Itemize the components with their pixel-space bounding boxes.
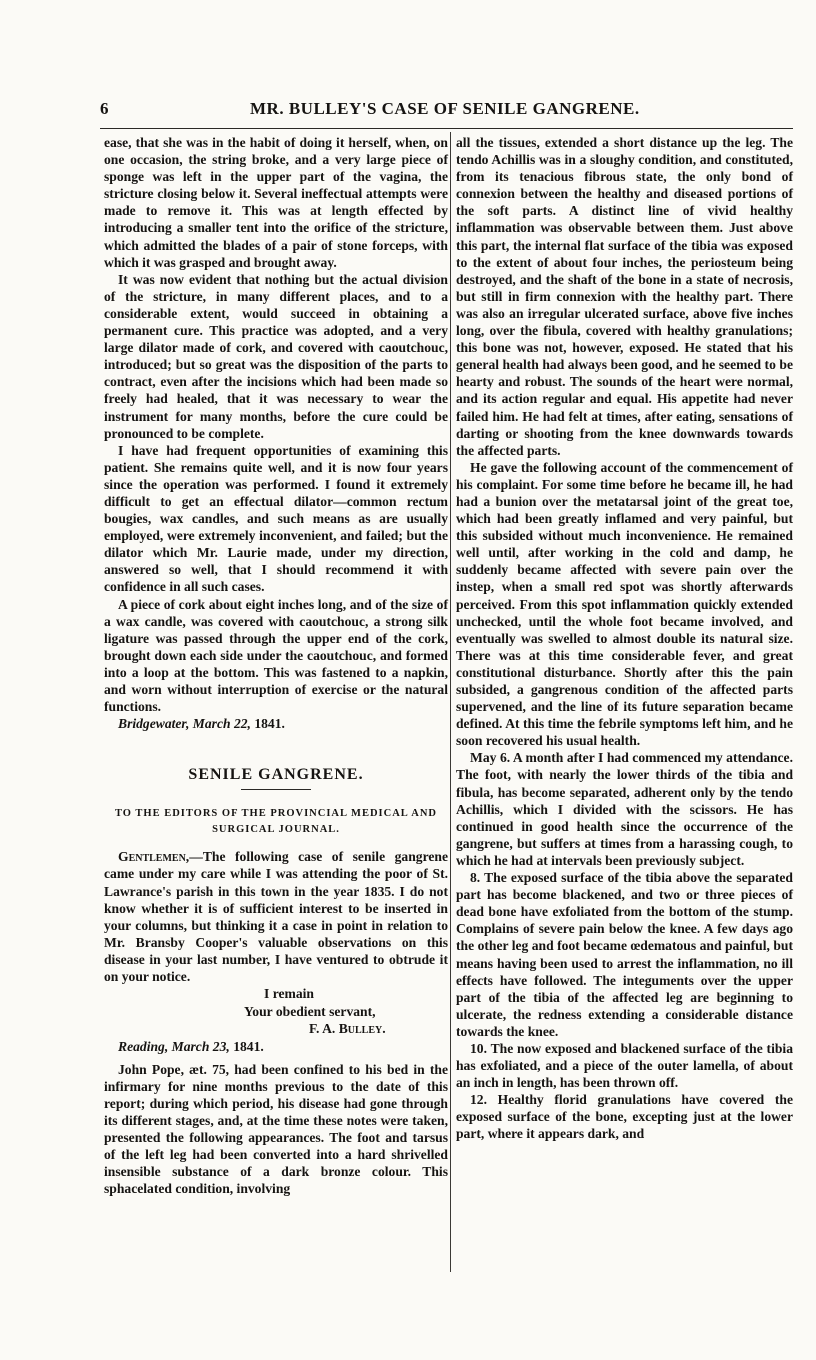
paragraph: John Pope, æt. 75, had been confined to his bed in the infirmary for nine months previous to the date of this report; during which period, his disease had gone through its different stages, and, at the time these notes were taken, presented the following appearances. The foot and tarsus of the left leg had been converted into a hard shrivelled insensible substance of a dark bronze colour. This sphacelated condition, involving — [104, 1061, 448, 1197]
paragraph: A piece of cork about eight inches long, and of the size of a wax candle, was covered with caoutchouc, a strong silk ligature was passed through the upper end of the cork, brought down each side under the caoutchouc, and formed into a loop at the bottom. This was fastened to a napkin, and worn without interruption of exercise or the natural functions. — [104, 596, 448, 715]
dateline-year: 1841. — [229, 1038, 264, 1054]
paragraph: He gave the following account of the commencement of his complaint. For some time before he became ill, he had had a bunion over the metatarsal joint of the great toe, which had been greatly inflamed and very painful, but this subsided without much inconvenience. He remained well until, after working in the cold and damp, he suddenly became affected with severe pain over the instep, when a small red spot was shortly afterwards perceived. From this spot inflammation quickly extended unchecked, until the whole foot became involved, and eventually was swelled to almost double its natural size. There was at this time considerable fever, and great constitutional disturbance. Shortly after this the pain subsided, a gangrenous condition of the affected parts supervened, and the line of its future separation became defined. At this time the febrile symptoms left him, and he soon recovered his usual health. — [456, 459, 793, 749]
paragraph: I have had frequent opportunities of examining this patient. She remains quite well, and it is now four years since the operation was performed. I found it extremely difficult to get an effectual dilator—common rectum bougies, wax candles, and such means as are usually employed, were extremely inconvenient, and failed; but the dilator which Mr. Laurie made, under my direction, answered so well, that I should recommend it with confidence in all such cases. — [104, 442, 448, 595]
paragraph: ease, that she was in the habit of doing it herself, when, on one occasion, the string broke, and a very large piece of sponge was left in the upper part of the vagina, the stricture closing below it. Several ineffectual attempts were made to remove it. This was at length effected by introducing a smaller tent into the orifice of the stricture, which admitted the blades of a pair of stone forceps, with which it was grasped and brought away. — [104, 135, 448, 270]
left-column — [104, 134, 448, 1197]
paragraph: 10. The now exposed and blackened surface of the tibia has exfoliated, and a piece of the outer lamella, of about an inch in length, has been thrown off. — [456, 1040, 793, 1091]
running-header — [100, 96, 790, 126]
letter-body: —The following case of senile gangrene came under my care while I was attending the poor of St. Lawrance's parish in this town in the year 1835. I do not know whether it is of sufficient interest to be inserted in your columns, but thinking it a case in point in relation to Mr. Bransby Cooper's valuable observations on this disease in your last number, I have ventured to obtrude it on your notice. — [104, 849, 448, 985]
signature: F. A. Bulley. — [309, 1021, 386, 1037]
dateline-place: Reading, March 23, — [118, 1038, 230, 1054]
editor-address: TO THE EDITORS OF THE PROVINCIAL MEDICAL AND SURGICAL JOURNAL. — [114, 808, 438, 836]
paragraph: 8. The exposed surface of the tibia above the separated part has become blackened, and two or three pieces of dead bone have exfoliated from the bottom of the stump. Complains of severe pain below the knee. A few days ago the other leg and foot became œdematous and painful, but means having been used to arrest the inflammation, no ill effects have followed. The integuments over the upper part of the tibia of the affected leg are beginning to ulcerate, the redness extending a considerable distance towards the knee. — [456, 870, 793, 1039]
salutation: Gentlemen, — [118, 849, 190, 865]
letter-closing — [104, 985, 448, 1038]
dateline-year: 1841. — [250, 716, 285, 732]
letter-paragraph — [104, 848, 448, 985]
paragraph: all the tissues, extended a short distance up the leg. The tendo Achillis was in a sloughy condition, and constituted, from its tenacious fibrous state, the only bond of connexion between the healthy and diseased portions of the soft parts. A distinct line of vivid healthy inflammation was observable between them. Just above this part, the internal flat surface of the tibia was exposed to the extent of about four inches, the periosteum being destroyed, and the shaft of the bone in a state of necrosis, but still in firm connexion with the healthy part. There was also an irregular ulcerated surface, above five inches long, over the fibula, covered with healthy granulations; this bone was not, however, exposed. He stated that his general health had always been good, and he seemed to be hearty and robust. The sounds of the heart were normal, and its action regular and equal. His appetite had never failed him. He had felt at times, after eating, sensations of darting or shooting from the knee downwards towards the affected parts. — [456, 135, 793, 458]
paragraph: May 6. A month after I had commenced my attendance. The foot, with nearly the lower thirds of the tibia and fibula, has become separated, adherent only by the tendo Achillis, which I divided with the scissors. He has continued in good health since the occurrence of the gangrene, but suffers at times from a harassing cough, to which he had at intervals been previously subject. — [456, 750, 793, 868]
section-title: SENILE GANGRENE. — [188, 766, 364, 784]
dateline — [104, 1038, 448, 1055]
closing-line: Your obedient servant, — [244, 1003, 376, 1019]
column-divider — [450, 132, 451, 1272]
dateline — [104, 715, 448, 732]
dateline-place: Bridgewater, March 22, — [118, 716, 251, 732]
closing-line: I remain — [264, 986, 314, 1002]
header-rule — [100, 128, 793, 129]
running-title: MR. BULLEY'S CASE OF SENILE GANGRENE. — [250, 99, 640, 118]
section-rule — [241, 789, 311, 790]
paragraph: 12. Healthy florid granulations have covered the exposed surface of the bone, excepting just at the lower part, where it appears dark, and — [456, 1092, 793, 1142]
page-number: 6 — [100, 99, 109, 118]
right-column — [456, 134, 793, 1143]
paragraph: It was now evident that nothing but the actual division of the stricture, in many different places, and to a considerable extent, would succeed in obtaining a permanent cure. This practice was adopted, and a very large dilator made of cork, and covered with caoutchouc, introduced; but so great was the disposition of the parts to contract, even after the incisions which had been made so freely had healed, that it was necessary to wear the instrument for many months, before the cure could be pronounced to be complete. — [104, 271, 448, 441]
